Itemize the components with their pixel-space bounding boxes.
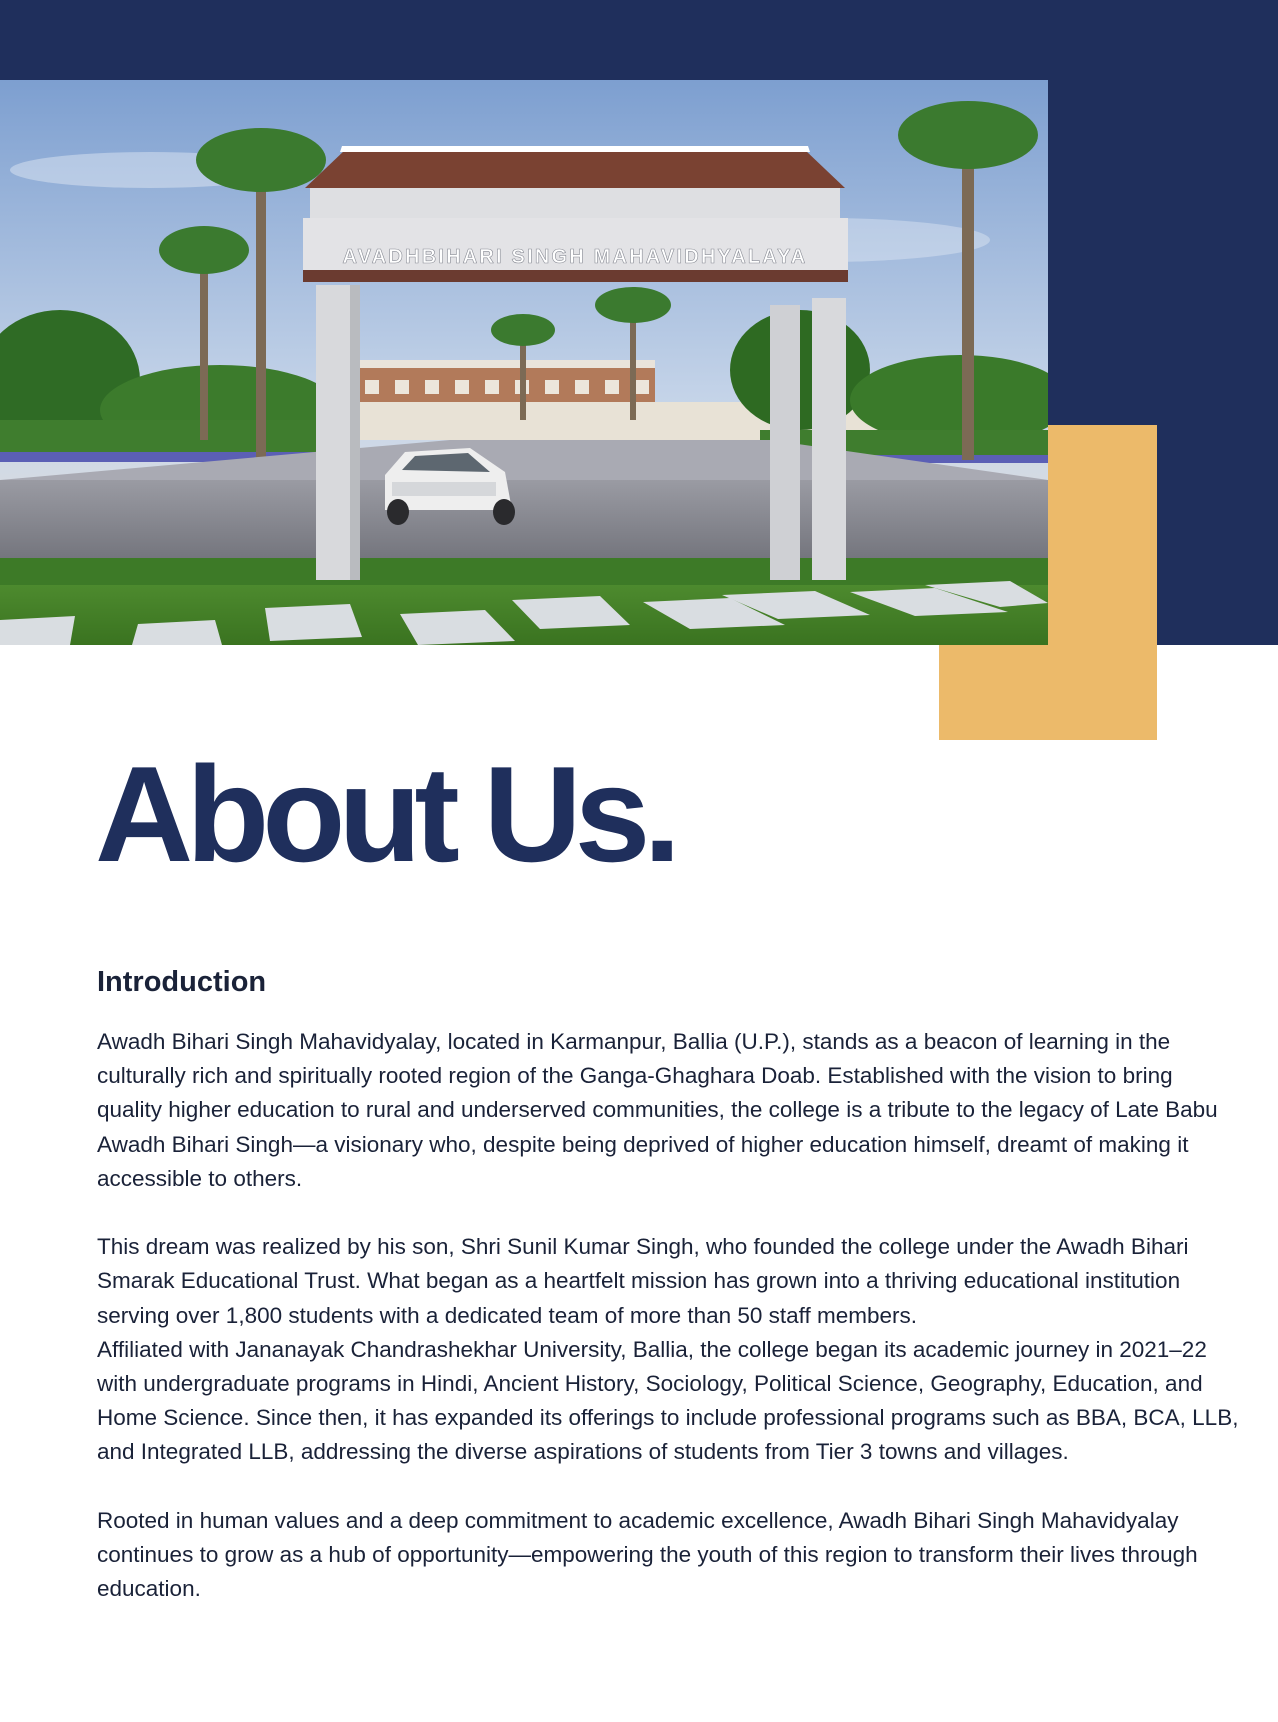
hero-image: [0, 80, 1048, 645]
paragraph-3: Affiliated with Jananayak Chandrashekhar University, Ballia, the college began its academic journey in 2021–22 with undergraduate programs in Hindi, Ancient History, Sociology, Political Science, Geography, Education, and Home Science. Since then, it has expanded its offerings to include professional programs such as BBA, BCA, LLB, and Integrated LLB, addressing the diverse aspirations of students from Tier 3 towns and villages.: [97, 1336, 1239, 1465]
paragraph-1: Awadh Bihari Singh Mahavidyalay, located in Karmanpur, Ballia (U.P.), stands as a beacon of learning in the culturally rich and spiritually rooted region of the Ganga-Ghaghara Doab. Established with the vision to bring quality higher education to rural and underserved communities, the college is a tribute to the legacy of Late Babu Awadh Bihari Singh—a visionary who, despite being deprived of higher education himself, dreamt of making it accessible to others.: [97, 1029, 1218, 1191]
paragraph-2: This dream was realized by his son, Shri Sunil Kumar Singh, who founded the college under the Awadh Bihari Smarak Educational Trust. What began as a heartfelt mission has grown into a thriving educational institution serving over 1,800 students with a dedicated team of more than 50 staff members.: [97, 1234, 1189, 1328]
college-gate-illustration: [0, 80, 1048, 645]
gate-sign-text: AVADHBIHARI SINGH MAHAVIDHYALAYA: [342, 246, 808, 268]
paragraph-4: Rooted in human values and a deep commitment to academic excellence, Awadh Bihari Singh Mahavidyalay continues to grow as a hub of opportunity—empowering the youth of this region to transform their lives through education.: [97, 1507, 1198, 1602]
section-heading-introduction: Introduction: [97, 966, 267, 998]
page-title: About Us.: [95, 738, 675, 890]
introduction-body: [97, 1025, 1242, 1641]
